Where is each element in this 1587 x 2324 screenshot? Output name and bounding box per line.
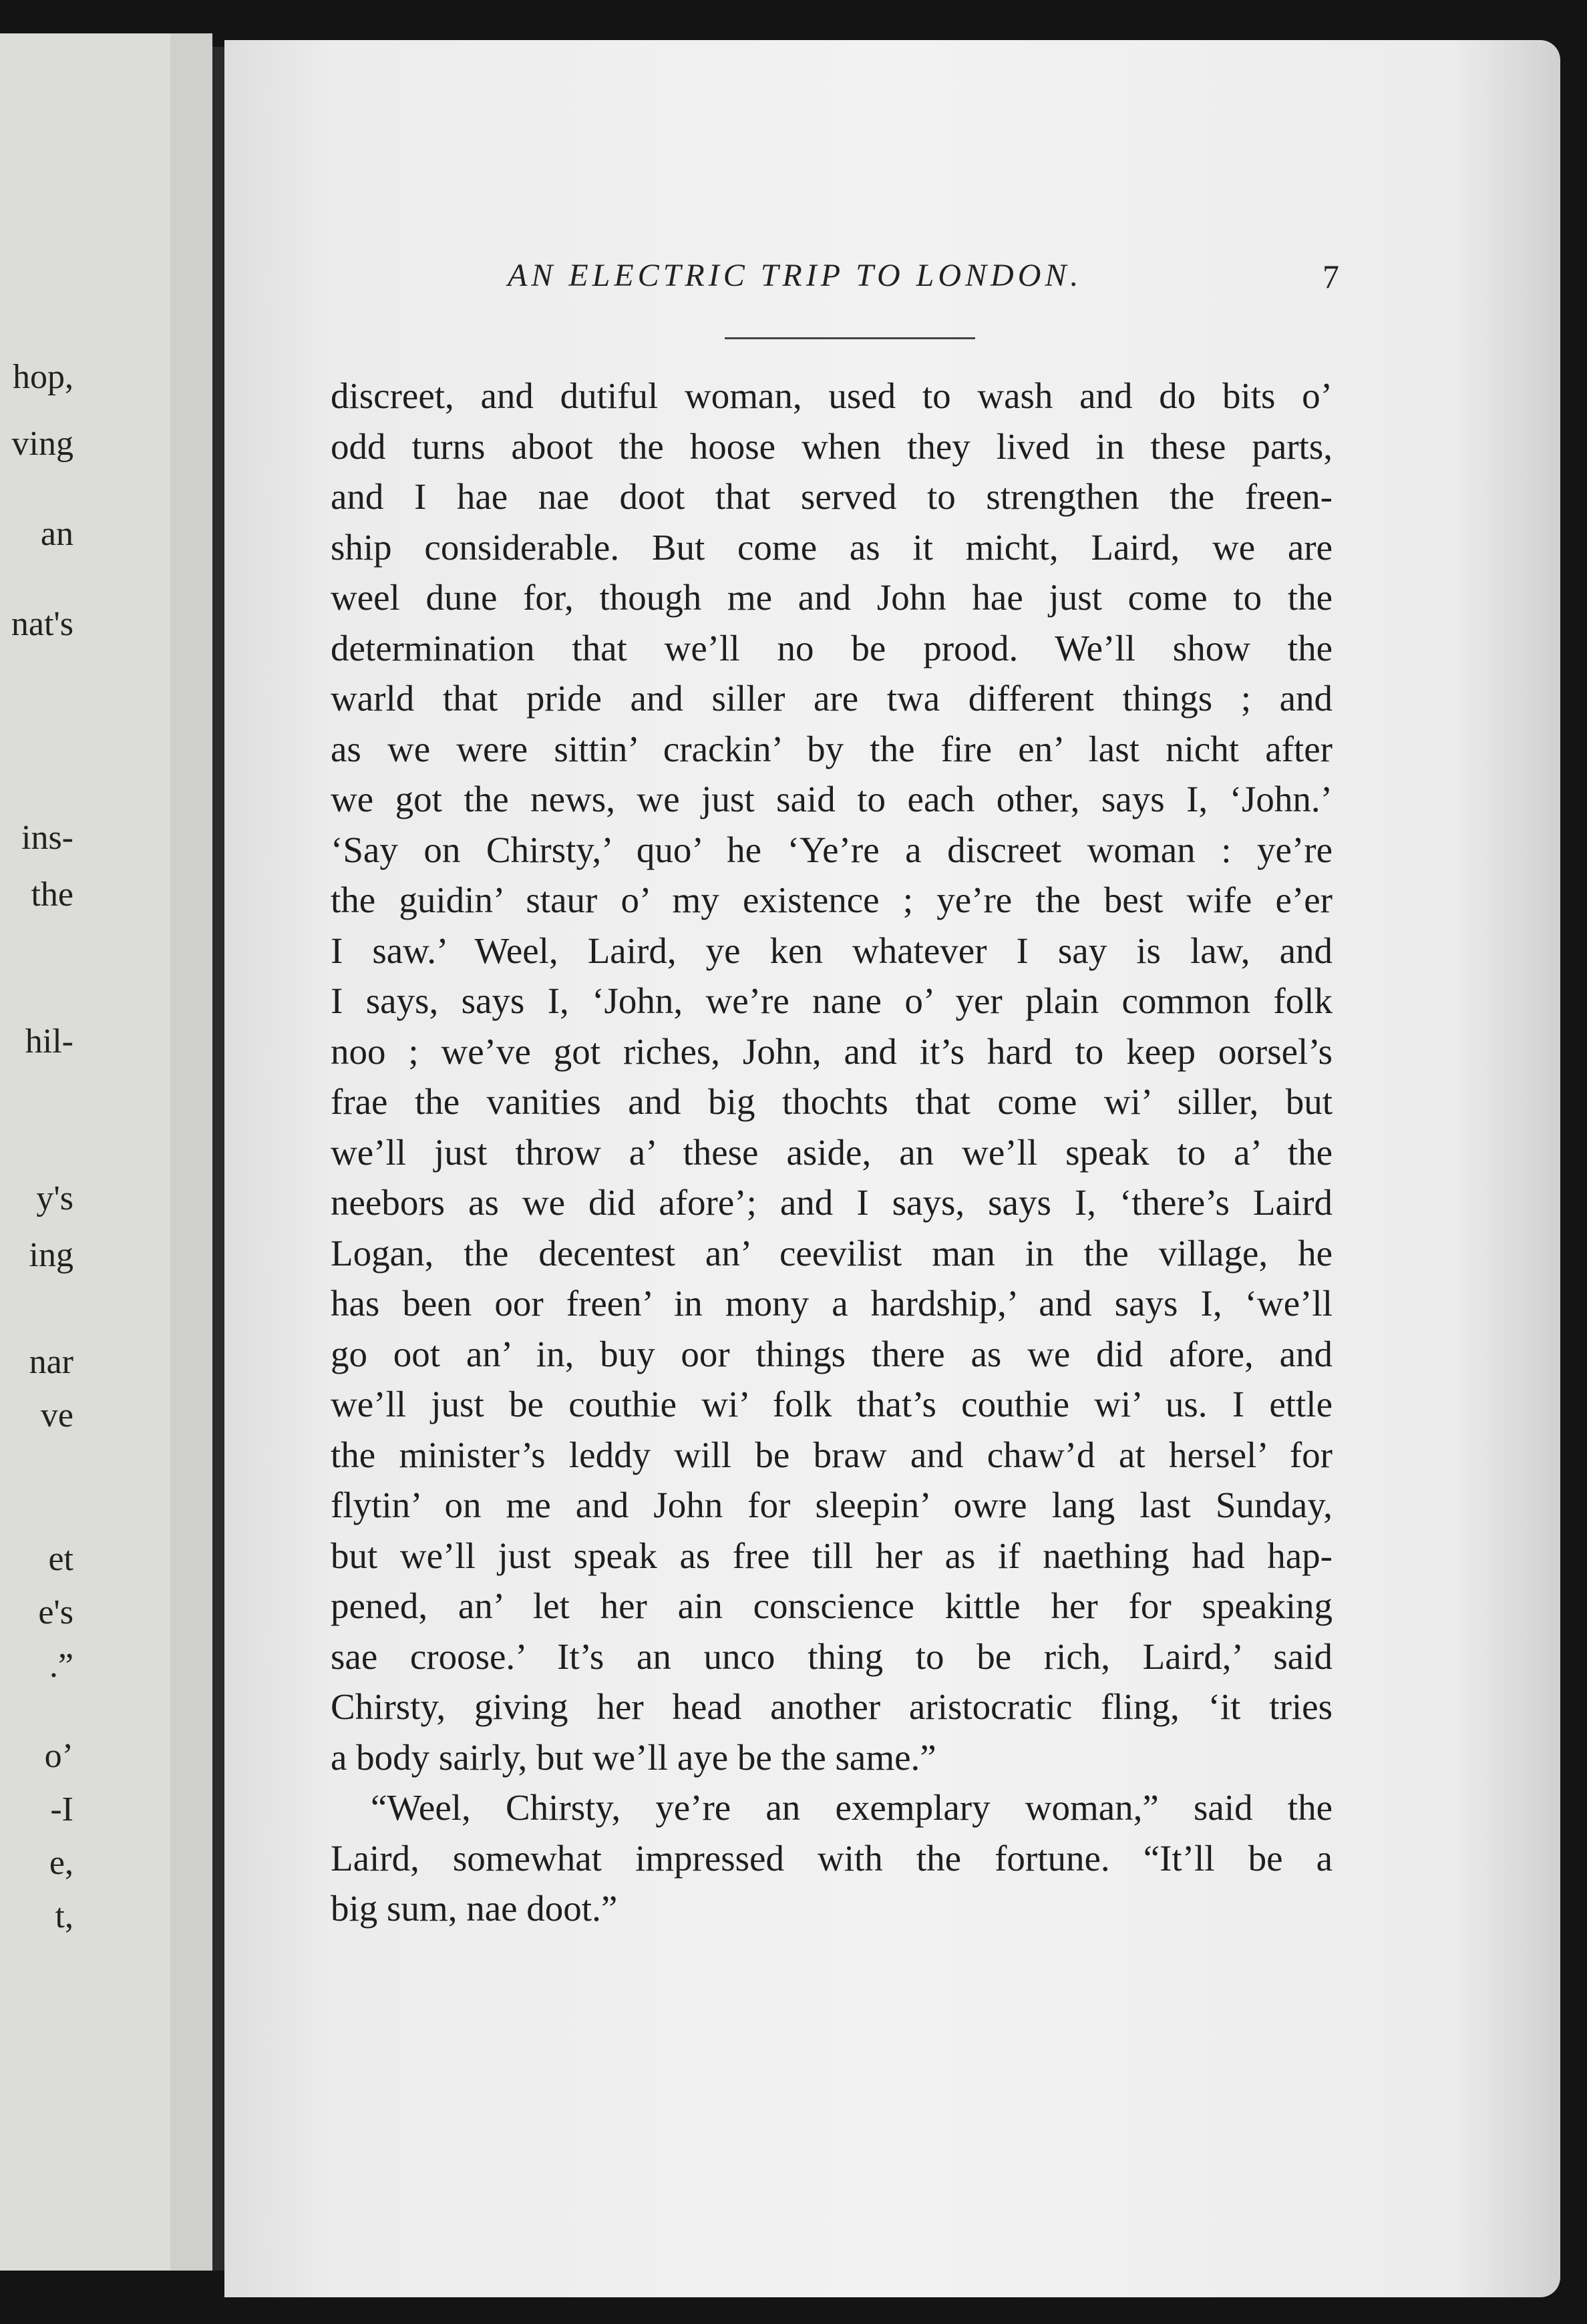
previous-page-fragment: e, bbox=[49, 1844, 73, 1882]
text-line: “Weel, Chirsty, ye’re an exemplary woman,” said the bbox=[371, 1787, 1333, 1828]
text-line: a body sairly, but we’ll aye be the same.” bbox=[331, 1736, 936, 1778]
text-line: has been oor freen’ in mony a hardship,’ and says I, ‘we’ll bbox=[331, 1283, 1333, 1324]
text-line: Chirsty, giving her head another aristocratic fling, ‘it tries bbox=[331, 1686, 1333, 1727]
previous-page-text-fragments bbox=[0, 33, 170, 2271]
previous-page-fragment: e's bbox=[38, 1593, 73, 1631]
text-line: go oot an’ in, buy oor things there as we did afore, and bbox=[331, 1333, 1333, 1374]
text-line: determination that we’ll no be prood. We’ll show the bbox=[331, 627, 1333, 668]
previous-page-fragment: -I bbox=[50, 1790, 73, 1828]
previous-page-fragment: y's bbox=[36, 1179, 73, 1217]
text-line: warld that pride and siller are twa different things ; and bbox=[331, 678, 1333, 719]
text-line: and I hae nae doot that served to strengthen the freen- bbox=[331, 476, 1333, 517]
previous-page-fragment: hop, bbox=[13, 358, 73, 396]
previous-page-fragment: t, bbox=[55, 1897, 73, 1935]
previous-page-fragment: nar bbox=[29, 1343, 73, 1381]
text-line: ‘Say on Chirsty,’ quo’ he ‘Ye’re a discreet woman : ye’re bbox=[331, 829, 1333, 870]
text-line: weel dune for, though me and John hae just come to the bbox=[331, 577, 1333, 618]
text-line: as we were sittin’ crackin’ by the fire en’ last nicht after bbox=[331, 728, 1333, 769]
text-line: Logan, the decentest an’ ceevilist man in the village, he bbox=[331, 1232, 1333, 1274]
text-line: frae the vanities and big thochts that come wi’ siller, but bbox=[331, 1081, 1333, 1122]
running-head: AN ELECTRIC TRIP TO LONDON. bbox=[508, 258, 1083, 293]
text-line: pened, an’ let her ain conscience kittle her for speaking bbox=[331, 1585, 1333, 1626]
previous-page-fragment: ins- bbox=[21, 819, 73, 857]
text-line: discreet, and dutiful woman, used to wash and do bits o’ bbox=[331, 375, 1333, 416]
previous-page-fragment: the bbox=[31, 876, 73, 914]
previous-page-fragment: hil- bbox=[25, 1022, 73, 1060]
previous-page-fragment: an bbox=[40, 515, 73, 553]
binding-shadow bbox=[212, 47, 224, 2271]
text-line: ship considerable. But come as it micht, Laird, we are bbox=[331, 526, 1333, 568]
previous-page-fragment: ving bbox=[11, 425, 73, 463]
previous-page-fragment: et bbox=[48, 1540, 73, 1578]
previous-page bbox=[0, 33, 170, 2271]
text-line: I says, says I, ‘John, we’re nane o’ yer plain common folk bbox=[331, 980, 1333, 1021]
previous-page-fragment: .” bbox=[49, 1647, 73, 1685]
previous-page-fragment: ing bbox=[29, 1236, 73, 1274]
text-line: we’ll just be couthie wi’ folk that’s couthie wi’ us. I ettle bbox=[331, 1384, 1333, 1424]
text-line: the guidin’ staur o’ my existence ; ye’re the best wife e’er bbox=[331, 880, 1333, 920]
text-line: we got the news, we just said to each other, says I, ‘John.’ bbox=[331, 779, 1333, 819]
text-line: I saw.’ Weel, Laird, ye ken whatever I say is law, and bbox=[331, 930, 1333, 971]
page-number: 7 bbox=[1322, 258, 1339, 295]
text-line: the minister’s leddy will be braw and chaw’d at hersel’ for bbox=[331, 1434, 1333, 1475]
text-line: we’ll just throw a’ these aside, an we’ll speak to a’ the bbox=[331, 1131, 1333, 1173]
text-line: but we’ll just speak as free till her as if naething had hap- bbox=[331, 1535, 1333, 1576]
previous-page-fragment: nat's bbox=[11, 605, 73, 643]
header-rule bbox=[725, 337, 975, 339]
text-line: flytin’ on me and John for sleepin’ owre lang last Sunday, bbox=[331, 1485, 1333, 1525]
text-line: odd turns aboot the hoose when they lived in these parts, bbox=[331, 425, 1333, 467]
text-line: big sum, nae doot.” bbox=[331, 1888, 618, 1929]
page-gutter bbox=[170, 33, 212, 2271]
text-line: neebors as we did afore’; and I says, says I, ‘there’s Laird bbox=[331, 1182, 1333, 1223]
text-line: sae croose.’ It’s an unco thing to be rich, Laird,’ said bbox=[331, 1635, 1333, 1677]
body-text bbox=[331, 371, 1333, 1934]
text-line: Laird, somewhat impressed with the fortune. “It’ll be a bbox=[331, 1837, 1333, 1879]
text-line: noo ; we’ve got riches, John, and it’s hard to keep oorsel’s bbox=[331, 1030, 1333, 1072]
previous-page-fragment: ve bbox=[40, 1396, 73, 1434]
previous-page-fragment: o’ bbox=[44, 1737, 73, 1775]
